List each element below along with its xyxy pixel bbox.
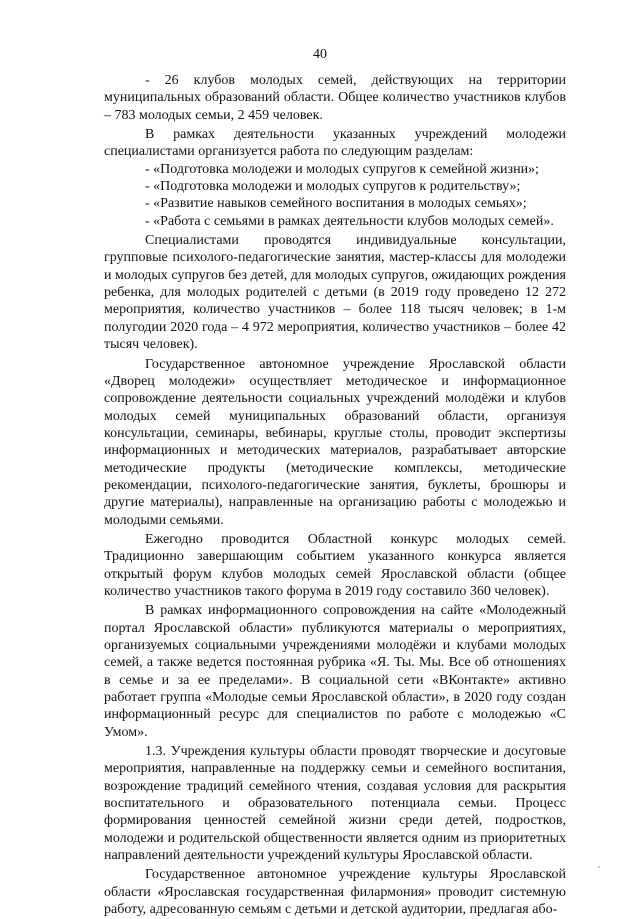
paragraph-clubs-count: - 26 клубов молодых семей, действующих на территории муниципальных образований области. Общее количество участников клубов – 783 молодых семьи, 2 459 человек. — [104, 73, 566, 123]
list-item-section-2: - «Подготовка молодежи и молодых супругов к родительству»; — [145, 179, 521, 195]
page-number: 40 — [313, 47, 327, 62]
paragraph-information-support: В рамках информационного сопровождения на сайте «Молодежный портал Ярославской области» публикуются материалы о мероприятиях, организуемых социальными учреждениями молодёжи и клубами молодых семей, а также ведется постоянная рубрика «Я. Ты. Мы. Все об отношениях в семье и за ее пределами». В социальной сети «ВКонтакте» активно работает группа «Молодые семьи Ярославской области», в 2020 году создан информационный ресурс для специалистов по работе с молодежью «С Умом». — [104, 603, 566, 740]
list-item-section-1: - «Подготовка молодежи и молодых супругов к семейной жизни»; — [145, 161, 539, 177]
paragraph-culture-institutions: 1.3. Учреждения культуры области проводят творческие и досуговые мероприятия, направленные на поддержку семьи и семейного воспитания, возрождение традиций семейного чтения, создавая условия для раскрытия воспитательного и образовательного потенциала семьи. Процесс формирования ценностей семейной жизни среди детей, подростков, молодежи и родительской общественности является одним из приоритетных направлений деятельности учреждений культуры Ярославской области. — [104, 744, 566, 864]
paragraph-annual-contest: Ежегодно проводится Областной конкурс молодых семей. Традиционно завершающим событием указанного конкурса является открытый форум клубов молодых семей Ярославской области (общее количество участников такого форума в 2019 году составило 360 человек). — [104, 531, 566, 599]
scan-speck — [598, 866, 600, 868]
paragraph-youth-palace: Государственное автономное учреждение Ярославской области «Дворец молодежи» осуществляет методическое и информационное сопровождение деятельности социальных учреждений молодёжи и клубов молодых семей муниципальных образований области, организуя консультации, семинары, вебинары, круглые столы, проводит экспертизы информационных и методических материалов, разрабатывает авторские методические продукты (методические комплексы, методические рекомендации, психолого-педагогические занятия, буклеты, брошюры и другие материалы), направленные на организацию работы с молодежью и молодыми семьями. — [104, 356, 566, 528]
paragraph-specialists-activities: Специалистами проводятся индивидуальные консультации, групповые психолого-педагогические занятия, мастер-классы для молодежи и молодых супругов без детей, для молодых супругов, ожидающих рождения ребенка, для молодых родителей с детьми (в 2019 году проведено 12 272 мероприятия, количество участников – более 118 тысяч человек; в 1-м полугодии 2020 года – 4 972 мероприятия, количество участников – более 42 тысяч человек). — [104, 233, 566, 353]
list-item-section-4: - «Работа с семьями в рамках деятельности клубов молодых семей». — [145, 213, 554, 229]
list-item-section-3: - «Развитие навыков семейного воспитания в молодых семьях»; — [145, 196, 527, 212]
document-body — [104, 72, 566, 919]
paragraph-work-sections-intro: В рамках деятельности указанных учреждений молодежи специалистами организуется работа по следующим разделам: — [104, 127, 566, 160]
paragraph-philharmonic: Государственное автономное учреждение культуры Ярославской области «Ярославская государственная филармония» проводит системную работу, адресованную семьям с детьми и детской аудитории, предлагая або- — [104, 867, 566, 918]
